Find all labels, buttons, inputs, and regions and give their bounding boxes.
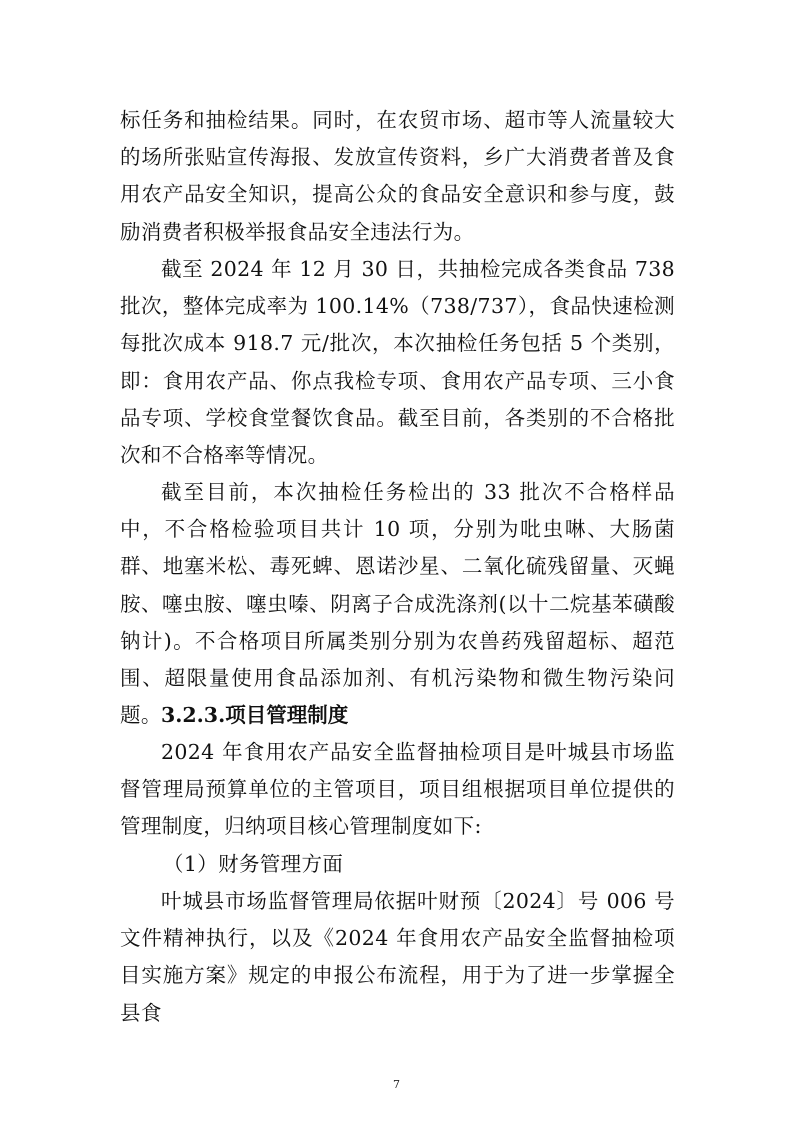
paragraph-unqualified-items: 截至目前，本次抽检任务检出的 33 批次不合格样品中，不合格检验项目共计 10 项，分别为吡虫啉、大肠菌群、地塞米松、毒死蜱、恩诺沙星、二氧化硫残留量、灭蝇胺、噻虫胺、噻虫嗪、阴离子合成洗涤剂(以十二烷基苯磺酸钠计)。不合格项目所属类别分别为农兽药残留超标、超范围、超限量使用食品添加剂、有机污染物和微生物污染问题。 — [120, 480, 675, 728]
paragraph-publicity: 标任务和抽检结果。同时，在农贸市场、超市等人流量较大的场所张贴宣传海报、发放宣传资料，乡广大消费者普及食用农产品安全知识，提高公众的食品安全意识和参与度，鼓励消费者积极举报食品安全违法行为。 — [120, 108, 675, 244]
section-heading: 3.2.3.项目管理制度 — [161, 703, 349, 727]
page-number: 7 — [393, 1078, 400, 1091]
paragraph-finance-basis: 叶城县市场监督管理局依据叶财预〔2024〕号 006 号文件精神执行，以及《2024 年食用农产品安全监督抽检项目实施方案》规定的申报公布流程，用于为了进一步掌握全县食 — [120, 889, 675, 1025]
paragraph-inspection-completion: 截至 2024 年 12 月 30 日，共抽检完成各类食品 738 批次，整体完成率为 100.14%（738/737），食品快速检测每批次成本 918.7 元/批次，本次抽检任务包括 5 个类别，即：食用农产品、你点我检专项、食用农产品专项、三小食品专项、学校食堂餐饮食品。截至目前，各类别的不合格批次和不合格率等情况。 — [120, 257, 675, 468]
subheading-finance: （1）财务管理方面 — [163, 852, 344, 876]
paragraph-project-management: 2024 年食用农产品安全监督抽检项目是叶城县市场监督管理局预算单位的主管项目，项目组根据项目单位提供的管理制度，归纳项目核心管理制度如下: — [120, 740, 675, 839]
